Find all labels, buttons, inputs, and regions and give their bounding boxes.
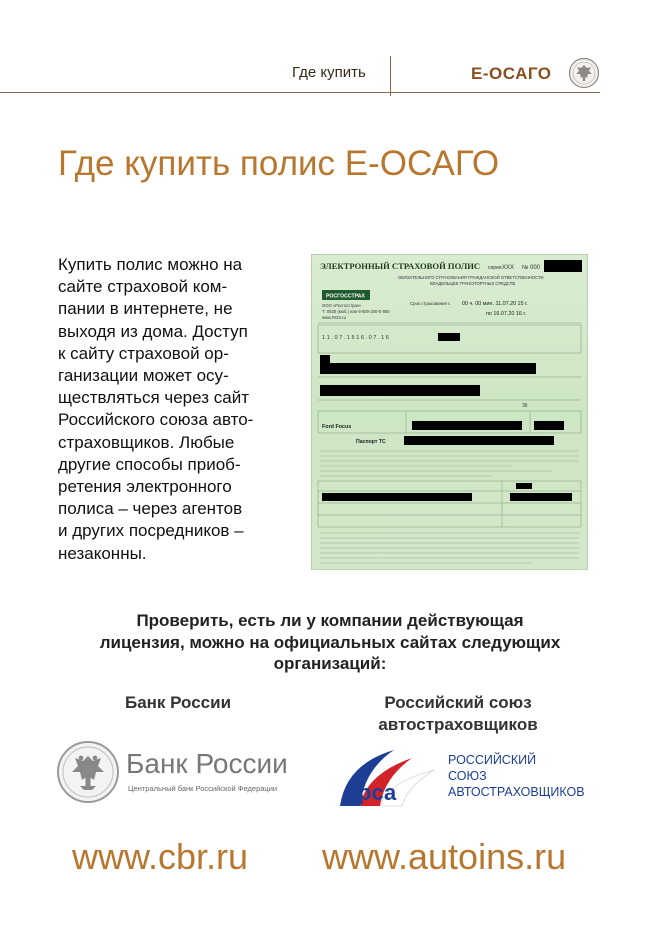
body-line: сайте страховой ком- [58, 277, 228, 297]
page-title: Где купить полис Е-ОСАГО [58, 144, 500, 183]
body-line: Купить полис можно на [58, 255, 243, 274]
rsa-word: РОССИЙСКИЙ [448, 753, 537, 767]
redaction-box [438, 333, 460, 341]
org-label-line: Банк России [124, 693, 232, 712]
body-line: другие способы приоб- [58, 454, 241, 474]
header-divider [390, 56, 391, 96]
org-label-bank-of-russia [104, 692, 252, 714]
verify-line: организаций: [273, 654, 387, 673]
term-to: по 16.07.20 16 г. [486, 311, 527, 317]
body-line: ществляться через сайт [58, 388, 249, 408]
body-line: и других посредников – [58, 521, 244, 541]
policy-subtitle-2: ВЛАДЕЛЬЦЕВ ТРАНСПОРТНЫХ СРЕДСТВ [430, 281, 516, 286]
body-line: полиса – через агентов [58, 499, 243, 519]
redaction-box [404, 436, 554, 445]
body-line: выходя из дома. Доступ [58, 321, 248, 341]
redaction-box [534, 421, 564, 430]
redaction-box [510, 493, 572, 501]
rsa-url-link[interactable]: www.autoins.ru [322, 836, 567, 877]
policy-subtitle-1: ОБЯЗАТЕЛЬНОГО СТРАХОВАНИЯ ГРАЖДАНСКОЙ ОТВЕТСТВЕННОСТИ [398, 275, 544, 280]
policy-number-value: 000 [530, 265, 541, 271]
org-label-line: автостраховщиков [378, 715, 538, 734]
header-section-label: Где купить [292, 64, 366, 81]
period-value: 36 [522, 403, 528, 409]
cbr-name: Банк России [126, 748, 288, 779]
body-line: незаконны. [58, 543, 147, 563]
rsa-word: СОЮЗ [448, 769, 487, 783]
header-rule [0, 92, 600, 93]
term-from: 00 ч. 00 мин. 11.07.20 15 г. [462, 301, 528, 307]
rsa-word: АВТОСТРАХОВЩИКОВ [448, 785, 585, 799]
org-label-line: Российский союз [384, 693, 532, 712]
insurer-phone: Т: 0530 (моб.) или 8-800-200-0-900 [322, 309, 390, 314]
rsa-mark-text: рса [358, 780, 397, 805]
body-line: страховщиков. Любые [58, 432, 235, 452]
verify-note [60, 610, 600, 675]
policy-series-label: серия [488, 265, 502, 271]
verify-line: лицензия, можно на официальных сайтах следующих [99, 632, 561, 652]
body-line: ретения электронного [58, 477, 232, 497]
rsa-logo [336, 744, 596, 810]
redaction-box [516, 483, 532, 489]
insurer-badge-text: РОСГОССТРАХ [326, 293, 365, 300]
redaction-box [320, 355, 330, 363]
body-line: пании в интернете, не [58, 299, 233, 319]
insurer-name: ООО «Росгосстрах» [322, 303, 362, 308]
double-headed-eagle-icon [56, 740, 120, 804]
rsa-flag-logo-icon [336, 744, 438, 810]
redaction-box [544, 260, 582, 272]
org-label-rsa [350, 692, 566, 736]
body-paragraph [58, 254, 280, 565]
verify-line: Проверить, есть ли у компании действующая [136, 611, 524, 630]
cbr-subtitle: Центральный банк Российской Федерации [128, 784, 278, 793]
policy-number-label: № [522, 265, 529, 271]
policy-document-image [311, 254, 588, 570]
body-line: ганизации может осу- [58, 366, 229, 386]
redaction-box [412, 421, 522, 430]
body-line: Российского союза авто- [58, 410, 254, 430]
doc-type: Паспорт ТС [356, 439, 386, 445]
body-line: к сайту страховой ор- [58, 343, 229, 363]
cbr-url-link[interactable]: www.cbr.ru [72, 836, 249, 877]
vehicle-model: Ford Focus [322, 424, 352, 430]
redaction-box [320, 363, 536, 374]
redaction-box [320, 385, 480, 396]
policy-heading: ЭЛЕКТРОННЫЙ СТРАХОВОЙ ПОЛИС [320, 261, 481, 271]
dates-row: 1 1 . 0 7 . 1 5 1 6 . 0 7 . 1 6 [322, 335, 389, 341]
term-label: Срок страхования с [410, 301, 451, 306]
cbr-logo [56, 740, 296, 804]
redaction-box [322, 493, 472, 501]
bank-of-russia-emblem-icon [568, 57, 600, 89]
header-title: Е-ОСАГО [471, 64, 552, 83]
insurer-site: www.RGS.ru [322, 315, 346, 320]
policy-series-value: XXX [502, 265, 515, 271]
